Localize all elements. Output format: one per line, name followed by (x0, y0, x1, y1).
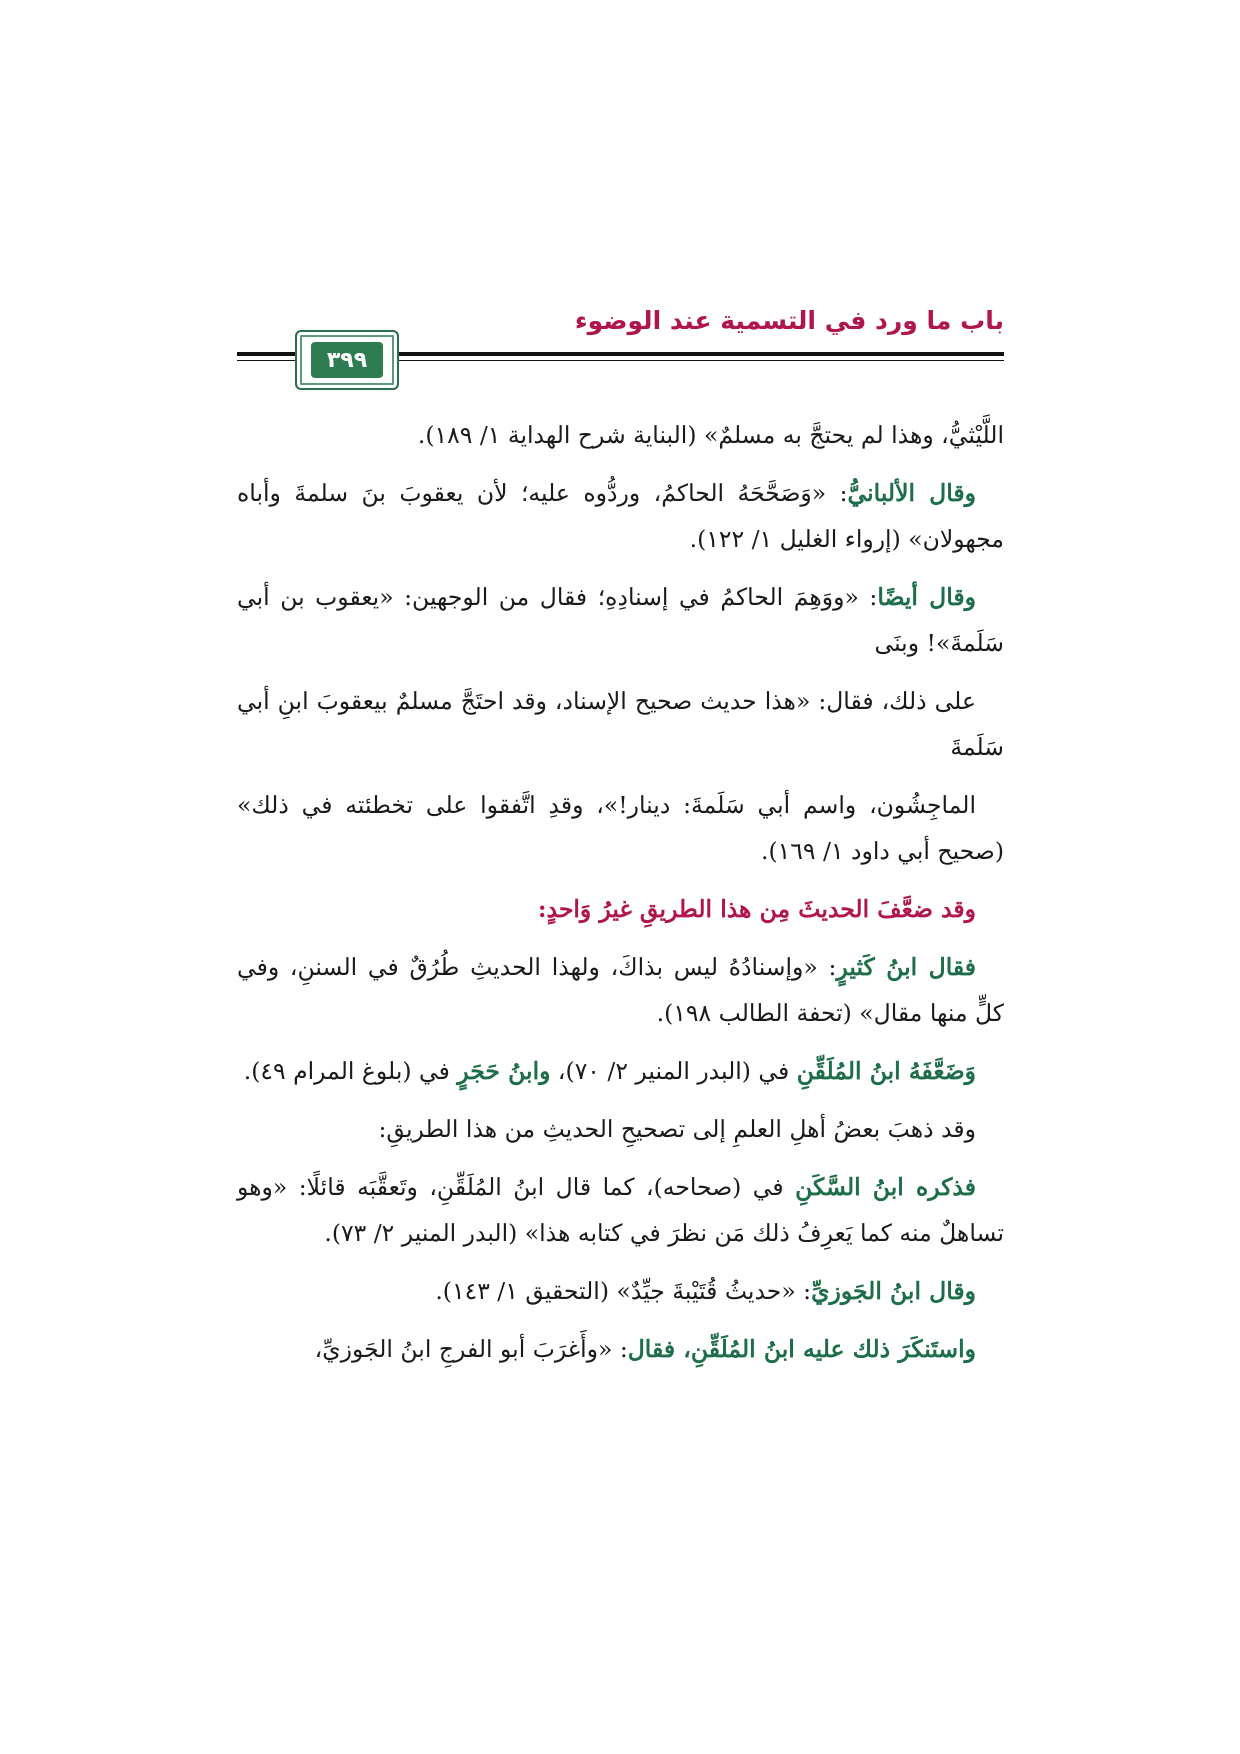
page-body (237, 412, 1004, 1384)
paragraph (237, 944, 1004, 1036)
paragraph (237, 470, 1004, 562)
text-segment: : «وَصَحَّحَهُ الحاكمُ، وردُّوه عليه؛ لأن يعقوبَ بنَ سلمةَ وأباه مجهولان» (إرواء الغليل ١/ ١٢٢). (237, 479, 1004, 553)
paragraph (237, 1326, 1004, 1372)
text-segment: في (بلوغ المرام ٤٩). (243, 1057, 458, 1085)
speaker-name: وَضَعَّفَهُ ابنُ المُلَقِّنِ (796, 1057, 976, 1085)
page-number-badge (295, 330, 399, 390)
paragraph (237, 1268, 1004, 1314)
speaker-name: فذكره ابنُ السَّكَنِ (795, 1173, 976, 1201)
page-header (237, 300, 1004, 390)
text-segment: في (صحاحه)، كما قال ابنُ المُلَقِّنِ، وتَعقَّبَه قائلًا: «وهو تساهلٌ منه كما يَعرِفُ ذلك مَن نظرَ في كتابه هذا» (البدر المنير ٢/ ٧٣). (237, 1173, 1004, 1247)
speaker-name: وقد ضعَّفَ الحديثَ مِن هذا الطريقِ غيرُ وَاحدٍ: (537, 895, 976, 923)
chapter-title: باب ما ورد في التسمية عند الوضوء (574, 306, 1004, 335)
text-segment: : «وأَغرَبَ أبو الفرجِ ابنُ الجَوزيِّ، (314, 1335, 628, 1363)
speaker-name: فقال ابنُ كَثيرٍ (836, 953, 976, 981)
paragraph (237, 1164, 1004, 1256)
speaker-name: وابنُ حَجَرٍ (457, 1057, 551, 1085)
text-segment: : «ووَهِمَ الحاكمُ في إسنادِهِ؛ فقال من الوجهين: «يعقوب بن أبي سَلَمةَ»! وبنَى (237, 583, 1004, 657)
paragraph (237, 1048, 1004, 1094)
text-segment: وقد ذهبَ بعضُ أهلِ العلمِ إلى تصحيحِ الحديثِ من هذا الطريقِ: (378, 1115, 976, 1143)
speaker-name: وقال ابنُ الجَوزيِّ (811, 1277, 976, 1305)
paragraph (237, 782, 1004, 874)
speaker-name: وقال الألبانيُّ (847, 479, 977, 507)
text-segment: : «حديثُ قُتَيْبةَ جيِّدٌ» (التحقيق ١/ ١٤٣). (435, 1277, 812, 1305)
paragraph (237, 412, 1004, 458)
text-segment: في (البدر المنير ٢/ ٧٠)، (550, 1057, 797, 1085)
paragraph (237, 1106, 1004, 1152)
paragraph (237, 886, 1004, 932)
speaker-name: واستَنكَرَ ذلك عليه ابنُ المُلَقِّنِ، فقال (627, 1335, 976, 1363)
text-segment: الماجِشُون، واسم أبي سَلَمةَ: دينار!»، وقدِ اتَّفقوا على تخطئته في ذلك» (صحيح أبي داود ١/ ١٦٩). (237, 791, 1004, 865)
paragraph (237, 678, 1004, 770)
text-segment: اللَّيْثيُّ، وهذا لم يحتجَّ به مسلمٌ» (البناية شرح الهداية ١/ ١٨٩). (417, 421, 1004, 449)
speaker-name: وقال أيضًا (877, 583, 976, 611)
text-segment: على ذلك، فقال: «هذا حديث صحيح الإسناد، وقد احتَجَّ مسلمٌ بيعقوبَ ابنِ أبي سَلَمةَ (237, 687, 1004, 761)
page-number: ٣٩٩ (311, 342, 383, 378)
text-segment: : «وإسنادُهُ ليس بذاكَ، ولهذا الحديثِ طُرُقٌ في السننِ، وفي كلٍّ منها مقال» (تحفة الطالب ١٩٨). (237, 953, 1004, 1027)
paragraph (237, 574, 1004, 666)
